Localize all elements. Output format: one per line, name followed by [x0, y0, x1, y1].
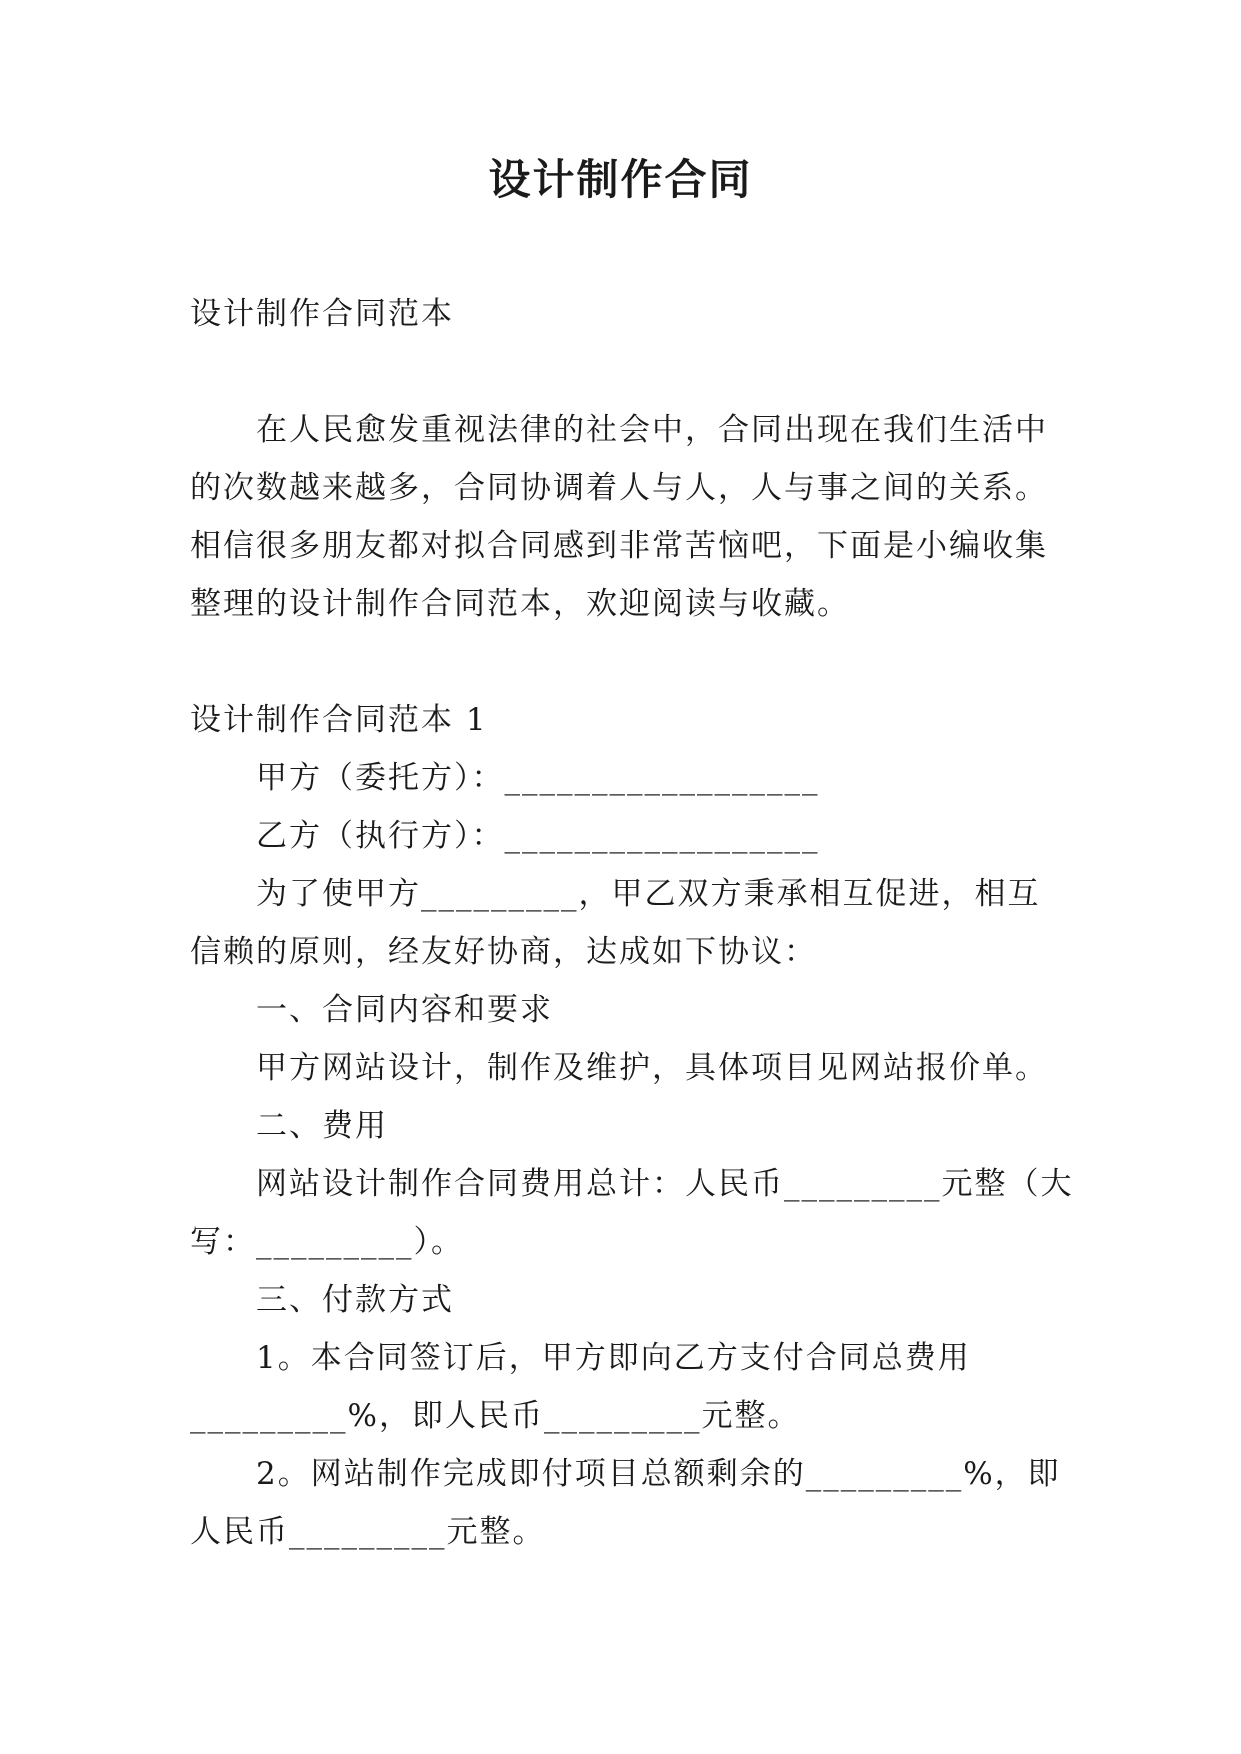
clause-heading: 三、付款方式 [256, 1282, 454, 1318]
party-b-line: 乙方（执行方）：__________________ [256, 818, 820, 854]
clause-heading: 二、费用 [256, 1108, 388, 1144]
body-line: 为了使甲方_________，甲乙双方秉承相互促进，相互 [256, 876, 1041, 912]
section-heading: 设计制作合同范本 1 [190, 702, 488, 738]
body-line: 信赖的原则，经友好协商，达成如下协议： [190, 934, 817, 970]
intro-line: 整理的设计制作合同范本，欢迎阅读与收藏。 [190, 586, 850, 622]
body-line: 网站设计制作合同费用总计：人民币_________元整（大 [256, 1166, 1074, 1202]
subtitle-line: 设计制作合同范本 [190, 296, 454, 332]
party-a-line: 甲方（委托方）：__________________ [256, 760, 820, 796]
body-line: 甲方网站设计，制作及维护，具体项目见网站报价单。 [256, 1050, 1048, 1086]
body-line: 人民币_________元整。 [190, 1514, 546, 1550]
intro-line: 的次数越来越多，合同协调着人与人，人与事之间的关系。 [190, 470, 1048, 506]
intro-line: 相信很多朋友都对拟合同感到非常苦恼吧，下面是小编收集 [190, 528, 1048, 564]
body-line: 1。本合同签订后，甲方即向乙方支付合同总费用 [256, 1340, 971, 1376]
clause-heading: 一、合同内容和要求 [256, 992, 553, 1028]
intro-line: 在人民愈发重视法律的社会中，合同出现在我们生活中 [256, 412, 1048, 448]
document-title: 设计制作合同 [488, 155, 753, 204]
body-line: 2。网站制作完成即付项目总额剩余的_________%，即 [256, 1456, 1061, 1492]
body-line: _________%，即人民币_________元整。 [190, 1398, 801, 1434]
body-line: 写：_________）。 [190, 1224, 464, 1260]
